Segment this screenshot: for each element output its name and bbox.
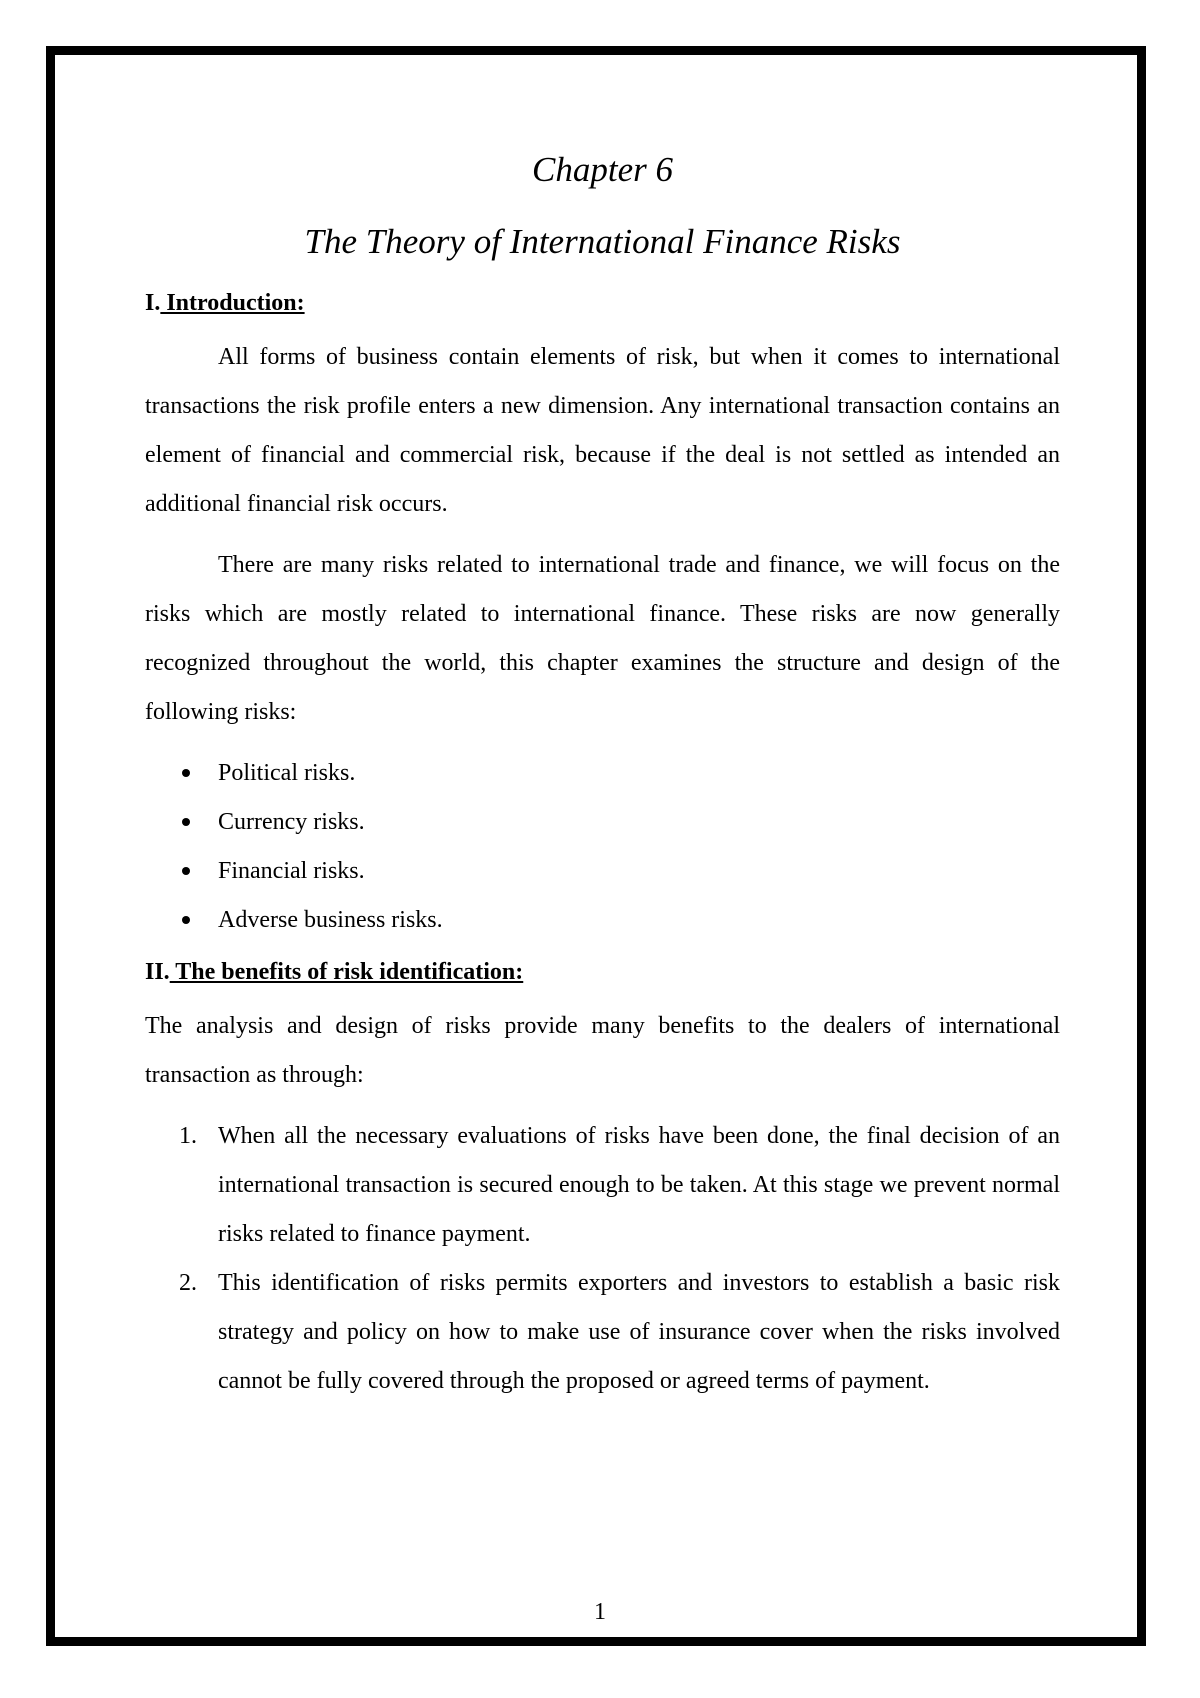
benefits-intro-paragraph: The analysis and design of risks provide many benefits to the dealers of international transaction as through:	[145, 1013, 1060, 1088]
bullet-icon	[182, 867, 190, 875]
intro-paragraph-2: There are many risks related to international trade and finance, we will focus on the risks which are mostly related to international finance. These risks are now generally recognized throughout the world, this chapter examines the structure and design of the following risks:	[145, 552, 1060, 725]
chapter-number: Chapter 6	[532, 150, 673, 189]
section-heading-label: The benefits of risk identification:	[169, 959, 524, 985]
benefits-list	[145, 1112, 1060, 1406]
list-item-number: 1.	[179, 1123, 197, 1149]
section-heading-label: Introduction:	[160, 290, 305, 316]
list-item-text: Currency risks.	[218, 809, 365, 835]
section-heading-introduction	[145, 288, 1060, 318]
list-item	[145, 749, 1060, 798]
list-item-text: Adverse business risks.	[218, 907, 443, 933]
risk-list	[145, 749, 1060, 945]
list-item-text: This identification of risks permits exporters and investors to establish a basic risk strategy and policy on how to make use of insurance cover when the risks involved cannot be fully covered through the proposed or agreed terms of payment.	[218, 1270, 1060, 1394]
bullet-icon	[182, 769, 190, 777]
section-numeral: I.	[145, 290, 161, 316]
list-item	[145, 847, 1060, 896]
page-number: 1	[594, 1599, 606, 1625]
chapter-title: The Theory of International Finance Risks	[304, 222, 901, 261]
list-item-text: When all the necessary evaluations of risks have been done, the final decision of an international transaction is secured enough to be taken. At this stage we prevent normal risks related to finance payment.	[218, 1123, 1060, 1247]
list-item	[145, 896, 1060, 945]
bullet-icon	[182, 818, 190, 826]
list-item	[145, 1112, 1060, 1259]
section-numeral: II.	[145, 959, 170, 985]
document-content	[145, 150, 1060, 1406]
intro-paragraph-1: All forms of business contain elements of risk, but when it comes to international transactions the risk profile enters a new dimension. Any international transaction contains an element of financial and commercial risk, because if the deal is not settled as intended an additional financial risk occurs.	[145, 344, 1060, 517]
bullet-icon	[182, 916, 190, 924]
list-item-number: 2.	[179, 1270, 197, 1296]
list-item	[145, 798, 1060, 847]
list-item-text: Financial risks.	[218, 858, 365, 884]
list-item-text: Political risks.	[218, 760, 356, 786]
list-item	[145, 1259, 1060, 1406]
section-heading-benefits	[145, 957, 1060, 987]
